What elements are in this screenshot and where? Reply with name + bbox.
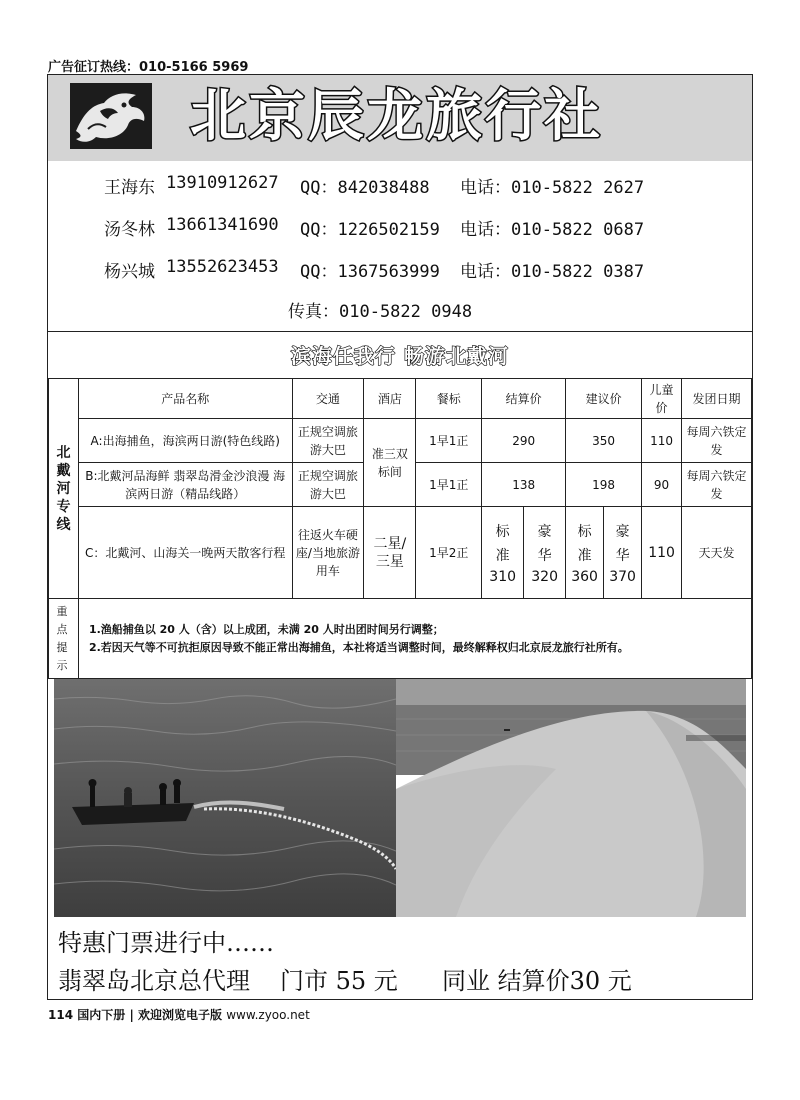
- page-footer: [48, 1006, 310, 1023]
- suggest-standard: [566, 507, 604, 599]
- note-item: 2.若因天气等不可抗拒原因导致不能正常出海捕鱼，本社将适当调整时间，最终解释权归北京辰龙旅行社所有。: [88, 640, 629, 654]
- contact-name: 汤冬林: [104, 220, 155, 240]
- std-price: 310: [489, 568, 517, 585]
- lux-label: 豪华: [537, 523, 552, 564]
- notes-char: 示: [56, 658, 68, 672]
- row-suggest: 198: [566, 463, 642, 507]
- header-depart: 发团日期: [682, 379, 752, 419]
- ad-hotline: 广告征订热线：010-5166 5969: [48, 60, 249, 75]
- header-hotel: 酒店: [364, 379, 416, 419]
- footer-tagline: 欢迎浏览电子版: [138, 1008, 223, 1022]
- contact-tel: 电话：010-5822 0687: [460, 220, 645, 240]
- contact-qq: QQ：1367563999: [300, 262, 440, 282]
- notes-char: 点: [56, 622, 68, 636]
- suggest-luxury: [604, 507, 642, 599]
- footer-url[interactable]: www.zyoo.net: [226, 1008, 310, 1022]
- tour-price-table: [48, 378, 752, 679]
- side-char: 河: [56, 480, 71, 497]
- notes-char: 提: [56, 640, 68, 654]
- lux-price: 320: [531, 568, 558, 585]
- side-char: 北: [56, 444, 71, 461]
- row-transport: 往返火车硬座/当地旅游用车: [292, 507, 364, 599]
- contact-mobile: 13661341690: [166, 215, 279, 235]
- row-settle: 138: [482, 463, 566, 507]
- contact-name: 王海东: [104, 178, 155, 198]
- std-label: 标准: [495, 523, 510, 564]
- row-name: C：北戴河、山海关一晚两天散客行程: [78, 507, 292, 599]
- settle-luxury: [524, 507, 566, 599]
- lux-label: 豪华: [615, 523, 630, 564]
- contact-tel: 电话：010-5822 0387: [460, 262, 645, 282]
- row-child: 110: [642, 419, 682, 463]
- side-char: 专: [56, 498, 71, 515]
- table-row: [49, 419, 752, 463]
- contact-qq: QQ：842038488: [300, 178, 430, 198]
- fishing-boat-photo: [54, 679, 396, 917]
- row-depart: 天天发: [682, 507, 752, 599]
- promo-peer-price: 同业 结算价30 元: [442, 967, 632, 995]
- row-child: 90: [642, 463, 682, 507]
- table-row: [49, 507, 752, 599]
- row-transport: 正规空调旅游大巴: [292, 419, 364, 463]
- sand-dune-photo: [396, 679, 746, 917]
- notes-row: [49, 599, 752, 679]
- section-title: 滨海任我行 畅游北戴河: [291, 344, 509, 368]
- row-suggest: 350: [566, 419, 642, 463]
- std-label: 标准: [577, 523, 592, 564]
- notes-content: [78, 599, 751, 679]
- footer-divider: |: [129, 1008, 134, 1022]
- row-meal: 1早1正: [416, 463, 482, 507]
- section-header: [48, 331, 752, 379]
- row-meal: 1早1正: [416, 419, 482, 463]
- promo-gate-price: 门市 55 元: [280, 967, 398, 995]
- header-transport: 交通: [292, 379, 364, 419]
- contact-name: 杨兴城: [104, 262, 155, 282]
- row-name: A:出海捕鱼，海滨两日游(特色线路): [78, 419, 292, 463]
- row-hotel: 二星/三星: [364, 507, 416, 599]
- side-char: 戴: [56, 462, 71, 479]
- header-settle: 结算价: [482, 379, 566, 419]
- contact-mobile: 13910912627: [166, 173, 279, 193]
- fax-number: 传真：010-5822 0948: [288, 302, 473, 322]
- row-settle: 290: [482, 419, 566, 463]
- notes-char: 重: [56, 604, 68, 618]
- promo-headline: 特惠门票进行中……: [58, 929, 274, 957]
- header-name: 产品名称: [78, 379, 292, 419]
- row-depart: 每周六铁定发: [682, 463, 752, 507]
- row-child: 110: [642, 507, 682, 599]
- lux-price: 370: [609, 568, 636, 585]
- note-item: 1.渔船捕鱼以 20 人（含）以上成团，未满 20 人时出团时间另行调整；: [88, 622, 444, 636]
- row-meal: 1早2正: [416, 507, 482, 599]
- ad-frame: [47, 74, 753, 1000]
- header-suggest: 建议价: [566, 379, 642, 419]
- dragon-logo-icon: [70, 83, 152, 149]
- contact-tel: 电话：010-5822 2627: [460, 178, 645, 198]
- page-number: 114: [48, 1008, 74, 1022]
- row-name: B:北戴河品海鲜 翡翠岛滑金沙浪漫 海滨两日游（精品线路）: [78, 463, 292, 507]
- contact-qq: QQ：1226502159: [300, 220, 440, 240]
- header-child: 儿童价: [642, 379, 682, 419]
- row-transport: 正规空调旅游大巴: [292, 463, 364, 507]
- footer-section: 国内下册: [77, 1008, 126, 1022]
- notes-label: [49, 599, 79, 679]
- header-meal: 餐标: [416, 379, 482, 419]
- side-char: 线: [56, 516, 71, 533]
- promo-agent: 翡翠岛北京总代理: [58, 967, 250, 995]
- route-side-label: [49, 379, 79, 599]
- row-hotel: 准三双标间: [364, 419, 416, 507]
- row-depart: 每周六铁定发: [682, 419, 752, 463]
- banner: [48, 75, 752, 161]
- settle-standard: [482, 507, 524, 599]
- std-price: 360: [571, 568, 598, 585]
- photo-strip: [54, 679, 746, 917]
- contact-mobile: 13552623453: [166, 257, 279, 277]
- table-header-row: [49, 379, 752, 419]
- agency-name: 北京辰龙旅行社: [190, 84, 603, 149]
